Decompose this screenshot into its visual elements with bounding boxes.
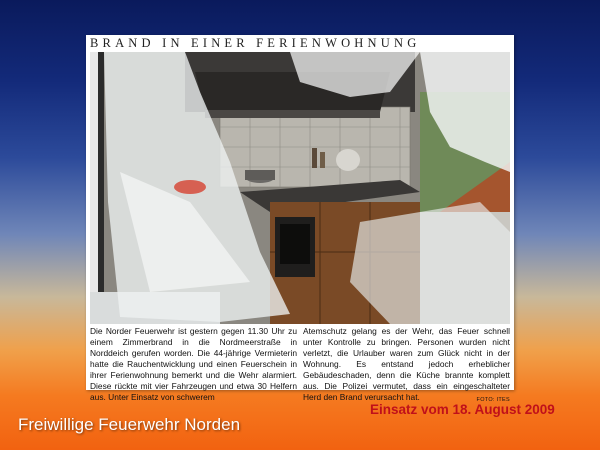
deployment-date: Einsatz vom 18. August 2009 [370, 402, 555, 417]
article-photo [90, 52, 510, 324]
article-headline: BRAND IN EINER FERIENWOHNUNG [90, 36, 421, 50]
article-text-left: Die Norder Feuerwehr ist gestern gegen 11.30 Uhr zu einem Zimmerbrand in die Nordmeerstraße in Norddeich gerufen worden. Die 44-jährige Vermieterin hatte die Rauchentwicklung und einen Feuerschein in ihrer Ferienwohnung bemerkt und die Wehr alarmiert. Diese rückte mit vier Fahrzeugen und etwa 30 Helfern aus. Unter Einsatz von schwerem [90, 326, 297, 402]
newspaper-clipping [86, 35, 514, 403]
organization-name: Freiwillige Feuerwehr Norden [18, 415, 241, 434]
photo-credit: FOTO: ITES [476, 397, 510, 403]
article-text-right-body: Atemschutz gelang es der Wehr, das Feuer schnell unter Kontrolle zu bringen. Personen wurden nicht verletzt, die Urlauber waren zum Glück nicht in der Wohnung. Es entstand jedoch erheblicher Gebäudeschaden, denn die Küche brannte komplett aus. Die Polizei vermutet, dass ein eingeschalteter Herd den Brand verursacht hat. [303, 326, 510, 402]
article-text-right [303, 326, 510, 406]
